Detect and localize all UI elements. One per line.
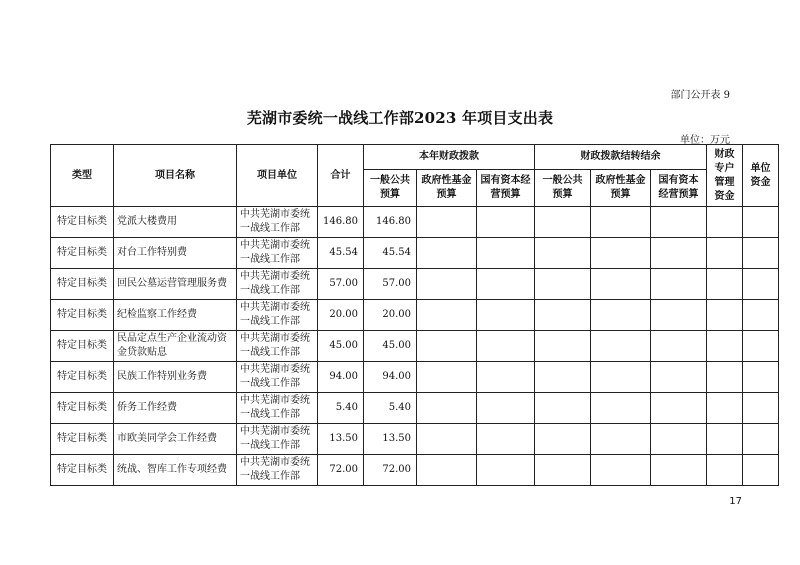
empty-cell — [707, 331, 743, 362]
empty-cell — [417, 300, 477, 331]
row-total: 45.00 — [318, 331, 364, 362]
document-code: 部门公开表 9 — [670, 90, 730, 101]
row-type: 特定目标类 — [51, 362, 114, 393]
empty-cell — [417, 424, 477, 455]
row-project-name: 民族工作特别业务费 — [114, 362, 237, 393]
table-row — [51, 269, 779, 300]
row-type: 特定目标类 — [51, 455, 114, 486]
empty-cell — [743, 393, 779, 424]
row-project-unit: 中共芜湖市委统一战线工作部 — [237, 424, 318, 455]
empty-cell — [651, 331, 707, 362]
empty-cell — [743, 207, 779, 238]
header-general-budget-2: 一般公共预算 — [535, 170, 591, 207]
empty-cell — [707, 393, 743, 424]
header-type: 类型 — [51, 145, 114, 207]
row-general-budget: 72.00 — [364, 455, 417, 486]
empty-cell — [743, 269, 779, 300]
row-project-name: 纪检监察工作经费 — [114, 300, 237, 331]
header-gov-fund-2: 政府性基金预算 — [591, 170, 651, 207]
row-type: 特定目标类 — [51, 393, 114, 424]
empty-cell — [591, 362, 651, 393]
row-project-unit: 中共芜湖市委统一战线工作部 — [237, 300, 318, 331]
empty-cell — [477, 331, 535, 362]
table-row — [51, 331, 779, 362]
page-number: 17 — [729, 496, 742, 507]
row-total: 20.00 — [318, 300, 364, 331]
row-project-name: 侨务工作经费 — [114, 393, 237, 424]
row-project-name: 民品定点生产企业流动资金贷款贴息 — [114, 331, 237, 362]
empty-cell — [651, 238, 707, 269]
empty-cell — [651, 207, 707, 238]
row-type: 特定目标类 — [51, 331, 114, 362]
empty-cell — [535, 424, 591, 455]
empty-cell — [743, 455, 779, 486]
row-project-name: 市欧美同学会工作经费 — [114, 424, 237, 455]
table-row — [51, 455, 779, 486]
empty-cell — [651, 300, 707, 331]
empty-cell — [743, 238, 779, 269]
empty-cell — [591, 238, 651, 269]
row-project-unit: 中共芜湖市委统一战线工作部 — [237, 269, 318, 300]
row-general-budget: 94.00 — [364, 362, 417, 393]
empty-cell — [477, 207, 535, 238]
project-expenditure-table — [50, 144, 779, 486]
row-total: 94.00 — [318, 362, 364, 393]
row-project-name: 回民公墓运营管理服务费 — [114, 269, 237, 300]
row-total: 72.00 — [318, 455, 364, 486]
empty-cell — [417, 362, 477, 393]
header-state-capital-2: 国有资本经营预算 — [651, 170, 707, 207]
row-project-unit: 中共芜湖市委统一战线工作部 — [237, 455, 318, 486]
empty-cell — [707, 455, 743, 486]
empty-cell — [707, 424, 743, 455]
header-current-year: 本年财政拨款 — [364, 145, 535, 170]
row-project-name: 统战、智库工作专项经费 — [114, 455, 237, 486]
header-general-budget: 一般公共预算 — [364, 170, 417, 207]
header-carryover: 财政拨款结转结余 — [535, 145, 707, 170]
table-row — [51, 393, 779, 424]
empty-cell — [591, 269, 651, 300]
row-project-unit: 中共芜湖市委统一战线工作部 — [237, 362, 318, 393]
empty-cell — [535, 300, 591, 331]
empty-cell — [535, 362, 591, 393]
empty-cell — [707, 300, 743, 331]
row-general-budget: 57.00 — [364, 269, 417, 300]
table-row — [51, 362, 779, 393]
empty-cell — [477, 424, 535, 455]
empty-cell — [477, 238, 535, 269]
empty-cell — [707, 207, 743, 238]
empty-cell — [591, 300, 651, 331]
empty-cell — [591, 455, 651, 486]
empty-cell — [477, 300, 535, 331]
row-total: 146.80 — [318, 207, 364, 238]
row-total: 45.54 — [318, 238, 364, 269]
empty-cell — [417, 269, 477, 300]
empty-cell — [477, 269, 535, 300]
header-unit: 项目单位 — [237, 145, 318, 207]
empty-cell — [651, 393, 707, 424]
empty-cell — [651, 455, 707, 486]
empty-cell — [535, 207, 591, 238]
empty-cell — [591, 207, 651, 238]
row-type: 特定目标类 — [51, 269, 114, 300]
row-total: 5.40 — [318, 393, 364, 424]
row-total: 57.00 — [318, 269, 364, 300]
row-general-budget: 146.80 — [364, 207, 417, 238]
row-general-budget: 45.00 — [364, 331, 417, 362]
empty-cell — [535, 455, 591, 486]
empty-cell — [535, 331, 591, 362]
empty-cell — [651, 269, 707, 300]
header-gov-fund: 政府性基金预算 — [417, 170, 477, 207]
table-row — [51, 424, 779, 455]
header-state-capital: 国有资本经营预算 — [477, 170, 535, 207]
row-project-unit: 中共芜湖市委统一战线工作部 — [237, 331, 318, 362]
page-title: 芜湖市委统一战线工作部2023 年项目支出表 — [246, 109, 554, 127]
empty-cell — [743, 300, 779, 331]
row-project-unit: 中共芜湖市委统一战线工作部 — [237, 393, 318, 424]
row-type: 特定目标类 — [51, 424, 114, 455]
row-general-budget: 5.40 — [364, 393, 417, 424]
empty-cell — [707, 238, 743, 269]
empty-cell — [707, 269, 743, 300]
empty-cell — [535, 238, 591, 269]
row-general-budget: 20.00 — [364, 300, 417, 331]
header-special-account: 财政专户管理资金 — [707, 145, 743, 207]
empty-cell — [651, 424, 707, 455]
empty-cell — [417, 455, 477, 486]
empty-cell — [477, 393, 535, 424]
row-project-unit: 中共芜湖市委统一战线工作部 — [237, 238, 318, 269]
empty-cell — [417, 331, 477, 362]
row-project-name: 对台工作特别费 — [114, 238, 237, 269]
header-total: 合计 — [318, 145, 364, 207]
row-project-name: 党派大楼费用 — [114, 207, 237, 238]
empty-cell — [707, 362, 743, 393]
header-own-funds: 单位资金 — [743, 145, 779, 207]
table-row — [51, 207, 779, 238]
table-row — [51, 300, 779, 331]
row-type: 特定目标类 — [51, 300, 114, 331]
row-total: 13.50 — [318, 424, 364, 455]
empty-cell — [477, 455, 535, 486]
unit-label: 单位：万元 — [680, 135, 730, 146]
row-type: 特定目标类 — [51, 207, 114, 238]
empty-cell — [417, 393, 477, 424]
empty-cell — [651, 362, 707, 393]
empty-cell — [743, 362, 779, 393]
header-name: 项目名称 — [114, 145, 237, 207]
empty-cell — [743, 424, 779, 455]
empty-cell — [477, 362, 535, 393]
empty-cell — [591, 331, 651, 362]
table-row — [51, 238, 779, 269]
empty-cell — [417, 207, 477, 238]
empty-cell — [743, 331, 779, 362]
empty-cell — [591, 424, 651, 455]
empty-cell — [535, 269, 591, 300]
empty-cell — [591, 393, 651, 424]
row-type: 特定目标类 — [51, 238, 114, 269]
empty-cell — [417, 238, 477, 269]
row-general-budget: 45.54 — [364, 238, 417, 269]
row-general-budget: 13.50 — [364, 424, 417, 455]
empty-cell — [535, 393, 591, 424]
row-project-unit: 中共芜湖市委统一战线工作部 — [237, 207, 318, 238]
